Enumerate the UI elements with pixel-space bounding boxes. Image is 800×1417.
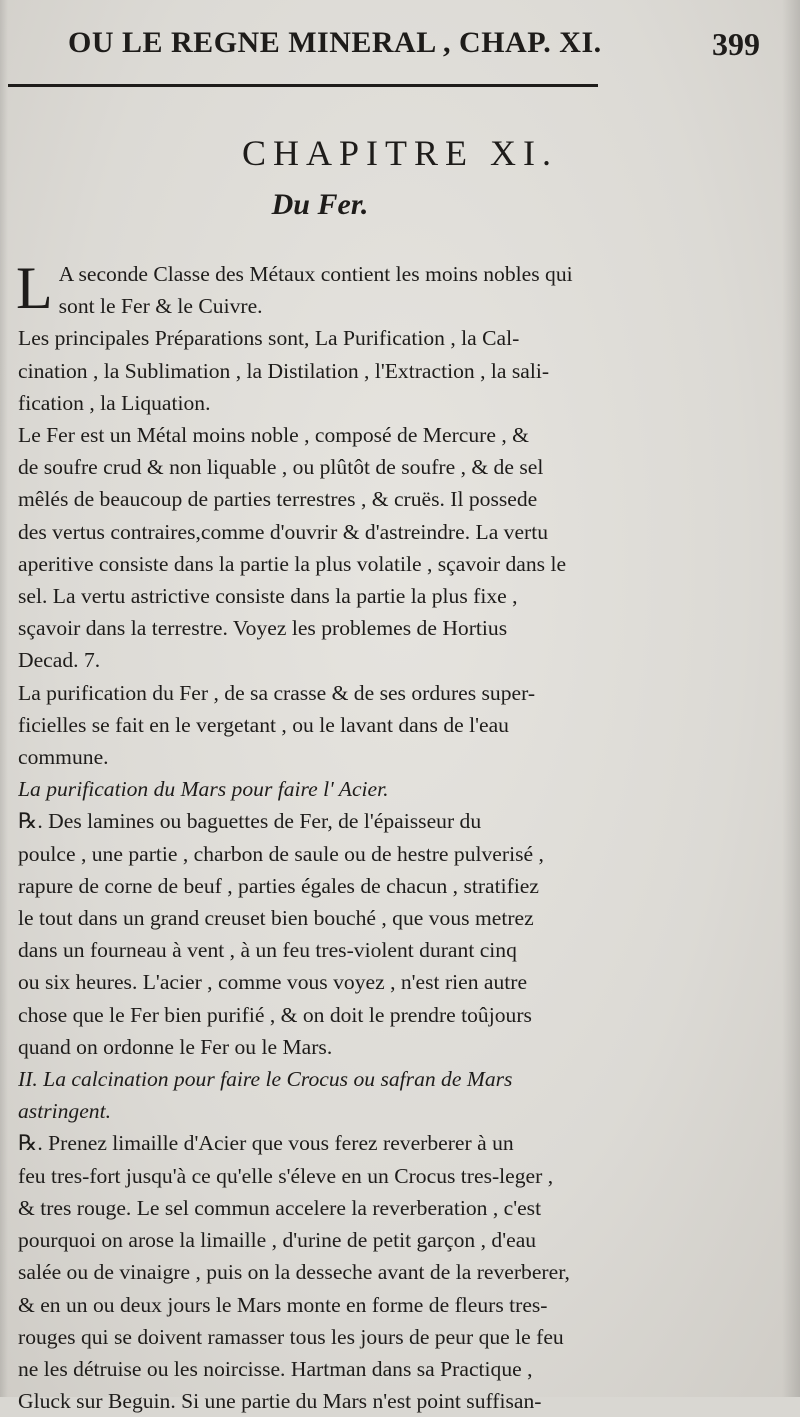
text-line: II. La calcination pour faire le Crocus ou safran de Mars xyxy=(18,1067,513,1092)
text-line: sçavoir dans la terrestre. Voyez les problemes de Hortius xyxy=(18,616,508,641)
text-line: poulce , une partie , charbon de saule ou de hestre pulverisé , xyxy=(18,841,544,866)
text-line: & tres rouge. Le sel commun accelere la reverberation , c'est xyxy=(18,1195,542,1220)
text-line: A seconde Classe des Métaux contient les moins nobles qui xyxy=(58,262,573,286)
text-line: ne les détruise ou les noircisse. Hartman dans sa Practique , xyxy=(18,1356,533,1381)
text-line: rouges qui se doivent ramasser tous les jours de peur que le feu xyxy=(18,1324,564,1349)
drop-cap: L xyxy=(16,255,53,321)
text-line: & en un ou deux jours le Mars monte en forme de fleurs tres- xyxy=(18,1292,548,1317)
text-line: sel. La vertu astrictive consiste dans la partie la plus fixe , xyxy=(18,584,518,609)
text-line: ℞. Des lamines ou baguettes de Fer, de l'épaisseur du xyxy=(18,809,482,834)
text-line: ficielles se fait en le vergetant , ou le lavant dans de l'eau xyxy=(18,712,509,737)
header-rule xyxy=(8,84,598,87)
chapter-subtitle: Du Fer. xyxy=(271,188,369,221)
text-line: commune. xyxy=(18,745,109,770)
text-line: dans un fourneau à vent , à un feu tres-violent durant cinq xyxy=(18,938,517,963)
text-line: feu tres-fort jusqu'à ce qu'elle s'éleve en un Crocus tres-leger , xyxy=(18,1163,554,1188)
text-line: pourquoi on arose la limaille , d'urine de petit garçon , d'eau xyxy=(18,1228,537,1253)
text-line: salée ou de vinaigre , puis on la desseche avant de la reverberer, xyxy=(18,1260,570,1285)
page-header xyxy=(60,22,760,66)
text-line: Le Fer est un Métal moins noble , composé de Mercure , & xyxy=(18,423,529,448)
text-line: Gluck sur Beguin. Si une partie du Mars n'est point suffisan- xyxy=(18,1389,542,1414)
text-line: des vertus contraires,comme d'ouvrir & d'astreindre. La vertu xyxy=(18,519,549,544)
text-line: fication , la Liquation. xyxy=(18,390,211,415)
text-line: La purification du Mars pour faire l' Acier. xyxy=(18,777,389,802)
page-right-shadow xyxy=(782,0,800,1397)
text-line: cination , la Sublimation , la Distilation , l'Extraction , la sali- xyxy=(18,358,550,383)
chapter-title: CHAPITRE XI. xyxy=(242,133,558,173)
text-line: Decad. 7. xyxy=(18,648,101,673)
running-title: OU LE REGNE MINERAL , CHAP. XI. xyxy=(68,26,602,59)
text-line: astringent. xyxy=(18,1099,111,1124)
text-line: ℞. Prenez limaille d'Acier que vous ferez reverberer à un xyxy=(18,1131,514,1156)
text-line: Les principales Préparations sont, La Purification , la Cal- xyxy=(18,326,520,351)
text-line: mêlés de beaucoup de parties terrestres , & cruës. Il possede xyxy=(18,487,538,512)
text-line: rapure de corne de beuf , parties égales de chacun , stratifiez xyxy=(18,873,539,898)
text-line: La purification du Fer , de sa crasse & de ses ordures super- xyxy=(18,680,536,705)
text-line: ou six heures. L'acier , comme vous voyez , n'est rien autre xyxy=(18,970,528,995)
text-line: le tout dans un grand creuset bien bouché , que vous metrez xyxy=(18,906,534,931)
text-line: quand on ordonne le Fer ou le Mars. xyxy=(18,1034,333,1059)
page-number: 399 xyxy=(712,26,760,62)
text-line: de soufre crud & non liquable , ou plûtôt de soufre , & de sel xyxy=(18,455,544,480)
text-line: aperitive consiste dans la partie la plus volatile , sçavoir dans le xyxy=(18,551,567,576)
text-line: chose que le Fer bien purifié , & on doit le prendre toûjours xyxy=(18,1002,532,1027)
text-line: sont le Fer & le Cuivre. xyxy=(58,294,263,319)
body-text xyxy=(16,255,660,1417)
